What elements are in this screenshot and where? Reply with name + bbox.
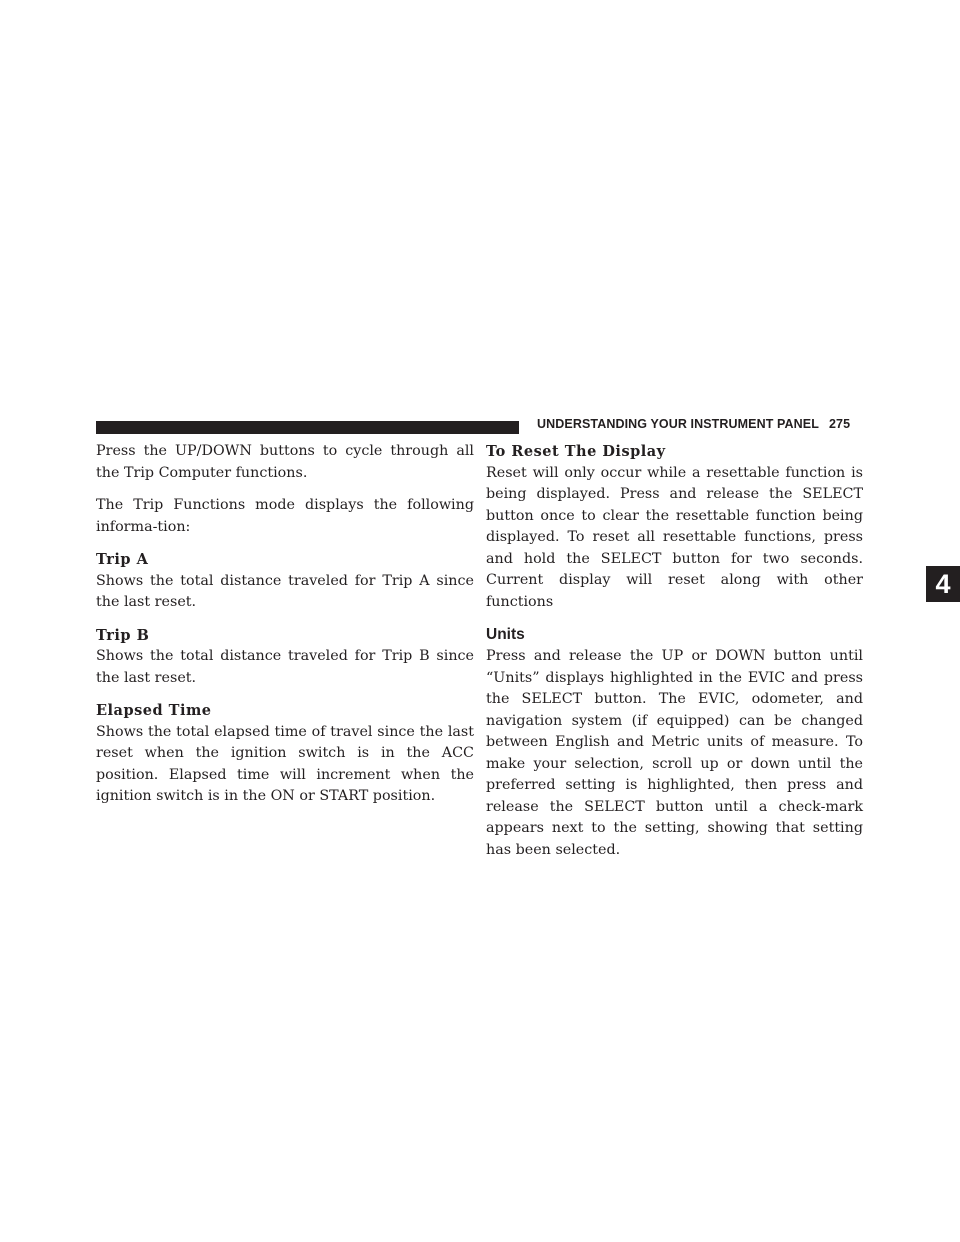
page-number: 275 bbox=[828, 417, 851, 431]
elapsed-time-body: Shows the total elapsed time of travel since the last reset when the ignition switch is in the ACC position. Elapsed time will increment when the ignition switch is in the ON or START position. bbox=[96, 723, 474, 804]
right-column bbox=[486, 441, 863, 861]
elapsed-time-heading: Elapsed Time bbox=[96, 702, 212, 719]
running-header bbox=[537, 417, 850, 431]
left-column bbox=[96, 441, 474, 808]
chapter-tab: 4 bbox=[926, 566, 960, 602]
trip-b-body: Shows the total distance traveled for Trip B since the last reset. bbox=[96, 648, 474, 686]
header-rule bbox=[96, 421, 519, 434]
units-heading: Units bbox=[486, 626, 525, 643]
intro-paragraph-1: Press the UP/DOWN buttons to cycle through all the Trip Computer functions. bbox=[96, 443, 474, 481]
trip-a-body: Shows the total distance traveled for Trip A since the last reset. bbox=[96, 572, 474, 610]
reset-display-body: Reset will only occur while a resettable function is being displayed. Press and release the SELECT button once to clear the resettable function being displayed. To reset all resettable functions, press and hold the SELECT button for two seconds. Current display will reset along with other functions bbox=[486, 464, 863, 610]
section-title: UNDERSTANDING YOUR INSTRUMENT PANEL bbox=[537, 417, 819, 431]
intro-paragraph-2: The Trip Functions mode displays the following informa-tion: bbox=[96, 497, 474, 535]
trip-a-heading: Trip A bbox=[96, 551, 149, 568]
units-body: Press and release the UP or DOWN button until “Units” displays highlighted in the EVIC and press the SELECT button. The EVIC, odometer, and navigation system (if equipped) can be changed between English and Metric units of measure. To make your selection, scroll up or down until the preferred setting is highlighted, then press and release the SELECT button until a check-mark appears next to the setting, showing that setting has been selected. bbox=[486, 648, 863, 858]
reset-display-heading: To Reset The Display bbox=[486, 443, 666, 460]
trip-b-heading: Trip B bbox=[96, 626, 150, 644]
